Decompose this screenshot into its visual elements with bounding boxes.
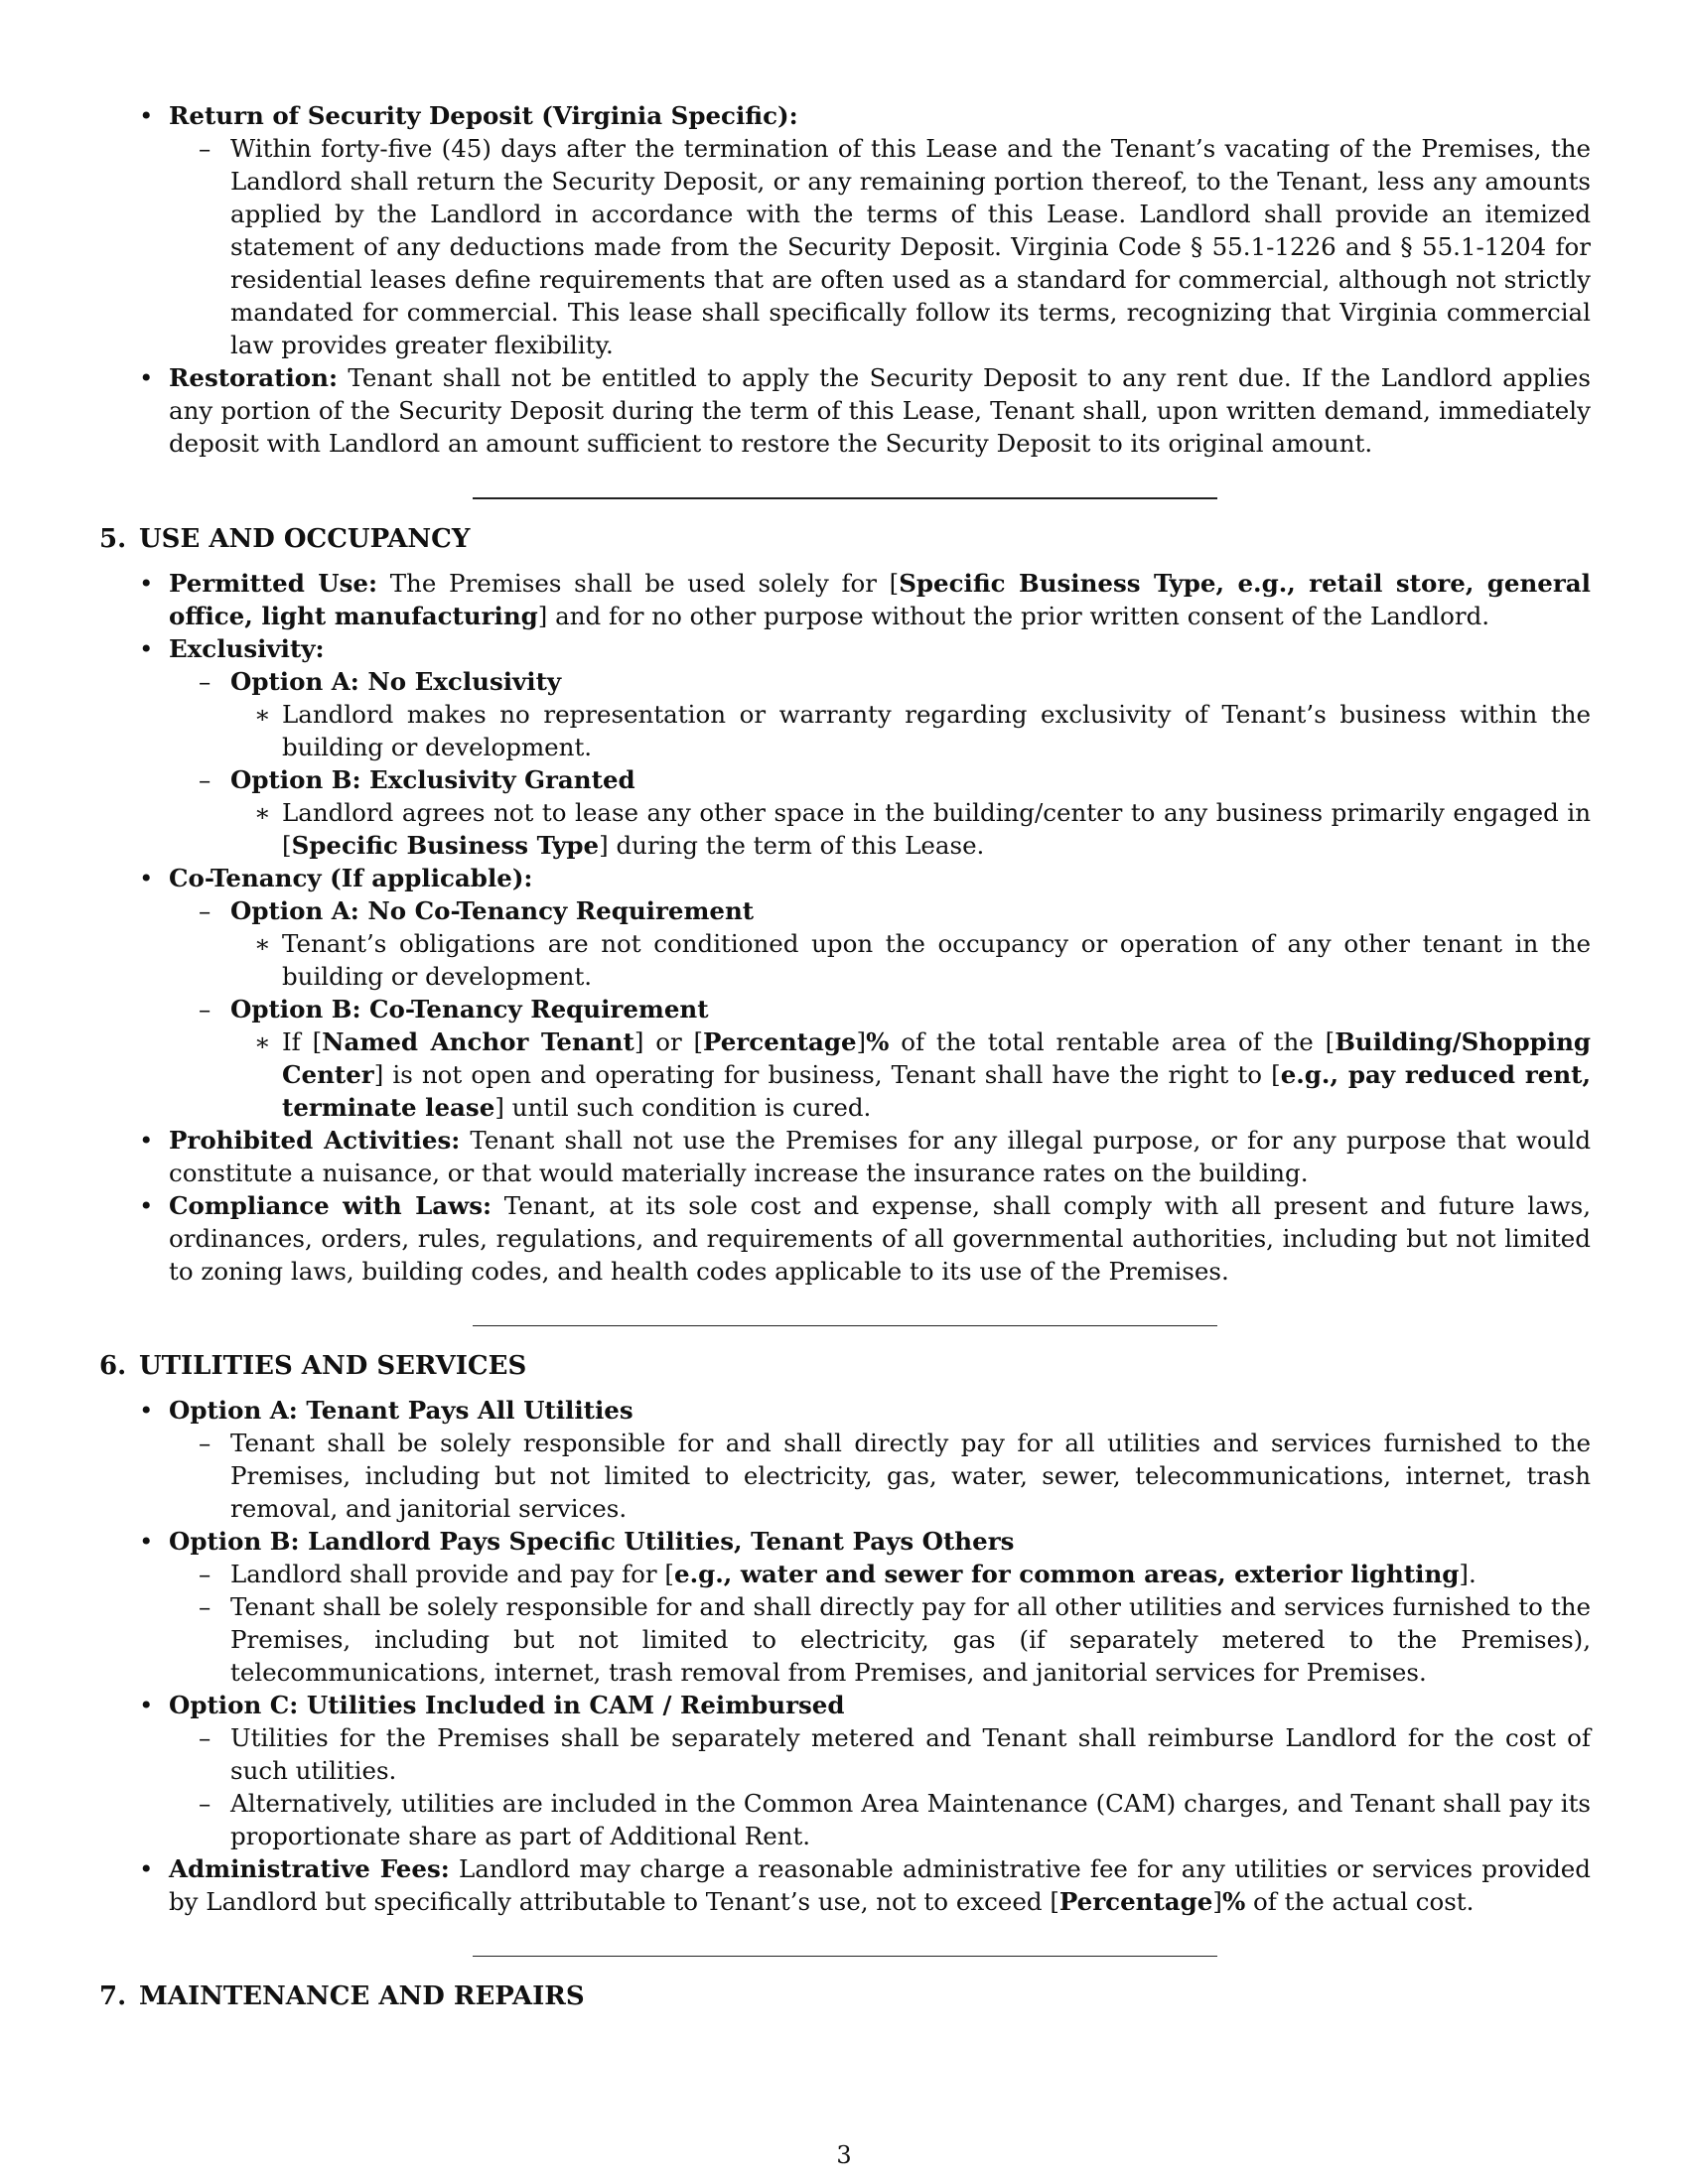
dash-icon: –: [199, 765, 211, 794]
list-item: – Option B: Co-Tenancy Requirement ∗ If [Named Anchor Tenant] or [Percentage]% of the total rentable area of the [Building/Shopping Center] is not open and operating for business, Tenant shall have the right to [e.g., pay reduced rent, terminate lease] until such condition is cured.: [199, 995, 1592, 1122]
list-item: ∗ Tenant’s obligations are not conditioned upon the occupancy or operation of any other tenant in the building or development.: [254, 929, 1591, 991]
dash-icon: –: [199, 995, 211, 1024]
dash-icon: –: [199, 134, 211, 163]
item-title: Restoration:: [169, 363, 339, 392]
bullet-icon: •: [139, 1191, 154, 1220]
list-item: – Tenant shall be solely responsible for and shall directly pay for all utilities and services furnished to the Premises, including but not limited to electricity, gas, water, sewer, telecommunications, internet, trash removal, and janitorial services.: [199, 1429, 1591, 1523]
list-item: – Option B: Exclusivity Granted ∗ Landlord agrees not to lease any other space in the building/center to any business primarily engaged in [Specific Business Type] during the term of this Lease.: [199, 765, 1591, 860]
section-heading: 7. MAINTENANCE AND REPAIRS: [99, 1981, 585, 2011]
dash-icon: –: [199, 667, 211, 696]
section-divider: [473, 1325, 1217, 1326]
list-item: • Option A: Tenant Pays All Utilities – Tenant shall be solely responsible for and shall directly pay for all utilities and services furnished to the Premises, including but not limited to electricity, gas, water, sewer, telecommunications, internet, trash removal, and janitorial services.: [139, 1396, 1591, 1523]
sublist: [230, 1025, 1591, 1124]
sublist: [169, 1427, 1591, 1525]
bullet-icon: •: [139, 1126, 154, 1155]
bullet-icon: •: [139, 1854, 154, 1883]
bullet-icon: •: [139, 1396, 154, 1425]
asterisk-icon: ∗: [254, 929, 271, 958]
list-item: – Alternatively, utilities are included in the Common Area Maintenance (CAM) charges, and Tenant shall pay its proportionate share as part of Additional Rent.: [199, 1789, 1591, 1850]
list-item: [99, 361, 1591, 460]
asterisk-icon: ∗: [254, 700, 271, 729]
sublist: [169, 1558, 1591, 1689]
list-item: • Permitted Use: The Premises shall be used solely for [Specific Business Type, e.g., retail store, general office, light manufacturing] and for no other purpose without the prior written consent of the Landlord.: [139, 569, 1591, 630]
item-title: Compliance with Laws:: [169, 1191, 492, 1220]
document-body: [99, 99, 1591, 2024]
page-number: 3: [836, 2141, 852, 2169]
bullet-icon: •: [139, 569, 154, 598]
sublist: [230, 796, 1591, 862]
section-divider: [473, 1956, 1217, 1957]
list-item: – Option A: No Exclusivity ∗ Landlord makes no representation or warranty regarding exclusivity of Tenant’s business within the building or development.: [199, 667, 1591, 761]
dash-icon: –: [199, 1789, 211, 1818]
list-item: • Prohibited Activities: Tenant shall not use the Premises for any illegal purpose, or for any purpose that would constitute a nuisance, or that would materially increase the insurance rates on the building.: [139, 1126, 1591, 1187]
bullet-icon: •: [139, 634, 154, 663]
sublist: [230, 698, 1591, 763]
list-item: [169, 132, 1591, 361]
list-item: • Compliance with Laws: Tenant, at its sole cost and expense, shall comply with all present and future laws, ordinances, orders, rules, regulations, and requirements of all governmental authorities, including but not limited to zoning laws, building codes, and health codes applicable to its use of the Premises.: [139, 1191, 1591, 1286]
item-text: Tenant shall not be entitled to apply the Security Deposit to any rent due. If the Landlord applies any portion of the Security Deposit during the term of this Lease, Tenant shall, upon written demand, immediately deposit with Landlord an amount sufficient to restore the Security Deposit to its original amount.: [169, 363, 1591, 458]
section-heading: 6. UTILITIES AND SERVICES: [99, 1351, 527, 1381]
bullet-icon: •: [139, 1691, 154, 1719]
bullet-icon: •: [139, 101, 154, 130]
asterisk-icon: ∗: [254, 1027, 271, 1056]
dash-icon: –: [199, 896, 211, 925]
use-occupancy-list: [99, 567, 1591, 1288]
dash-icon: –: [199, 1723, 211, 1752]
utilities-list: [99, 1394, 1591, 1918]
list-item: – Landlord shall provide and pay for [e.g., water and sewer for common areas, exterior lighting].: [199, 1560, 1477, 1588]
bullet-icon: •: [139, 1527, 154, 1556]
list-item: – Option A: No Co-Tenancy Requirement ∗ Tenant’s obligations are not conditioned upon the occupancy or operation of any other tenant in the building or development.: [199, 896, 1591, 991]
item-title: Return of Security Deposit (Virginia Specific):: [169, 101, 798, 130]
asterisk-icon: ∗: [254, 798, 271, 827]
item-title: Administrative Fees:: [169, 1854, 450, 1883]
sublist: [169, 132, 1591, 361]
dash-icon: –: [199, 1592, 211, 1621]
section-heading: 5. USE AND OCCUPANCY: [99, 524, 471, 554]
security-deposit-list: [99, 99, 1591, 460]
list-item: • Option C: Utilities Included in CAM / Reimbursed – Utilities for the Premises shall be separately metered and Tenant shall reimburse Landlord for the cost of such utilities. – Alternatively, utilities are included in the Common Area Maintenance (CAM) charges, and Tenant shall pay its proportionate share as part of Additional Rent.: [139, 1691, 1591, 1850]
list-item: [99, 862, 1591, 1124]
list-item: [99, 99, 1591, 361]
bullet-icon: •: [139, 864, 154, 892]
list-item: ∗ Landlord makes no representation or warranty regarding exclusivity of Tenant’s business within the building or development.: [254, 700, 1591, 761]
section-divider: [473, 497, 1217, 499]
sublist: [230, 927, 1591, 993]
list-item: – Tenant shall be solely responsible for and shall directly pay for all other utilities and services furnished to the Premises, including but not limited to electricity, gas (if separately metered to the Premises), telecommunications, internet, trash removal from Premises, and janitorial services for Premises.: [199, 1592, 1591, 1687]
list-item: ∗ Landlord agrees not to lease any other space in the building/center to any business primarily engaged in [Specific Business Type] during the term of this Lease.: [254, 798, 1591, 860]
dash-icon: –: [199, 1429, 211, 1457]
list-item: ∗ If [Named Anchor Tenant] or [Percentage]% of the total rentable area of the [Building/Shopping Center] is not open and operating for business, Tenant shall have the right to [e.g., pay reduced rent, terminate lease] until such condition is cured.: [254, 1027, 1592, 1122]
list-item: [99, 632, 1591, 862]
dash-icon: –: [199, 1560, 211, 1588]
sublist: [169, 665, 1591, 862]
item-text: Within forty-five (45) days after the termination of this Lease and the Tenant’s vacating of the Premises, the Landlord shall return the Security Deposit, or any remaining portion thereof, to the Tenant, less any amounts applied by the Landlord in accordance with the terms of this Lease. Landlord shall provide an itemized statement of any deductions made from the Security Deposit. Virginia Code § 55.1-1226 and § 55.1-1204 for residential leases define requirements that are often used as a standard for commercial, although not strictly mandated for commercial. This lease shall specifically follow its terms, recognizing that Virginia commercial law provides greater flexibility.: [230, 134, 1591, 359]
bullet-icon: •: [139, 363, 154, 392]
item-title: Exclusivity:: [169, 634, 325, 663]
item-title: Permitted Use:: [169, 569, 378, 598]
sublist: [169, 894, 1591, 1124]
item-title: Prohibited Activities:: [169, 1126, 461, 1155]
list-item: • Option B: Landlord Pays Specific Utilities, Tenant Pays Others – Landlord shall provide and pay for [e.g., water and sewer for common areas, exterior lighting]. – Tenant shall be solely responsible for and shall directly pay for all other utilities and services furnished to the Premises, including but not limited to electricity, gas (if separately metered to the Premises), telecommunications, internet, trash removal from Premises, and janitorial services for Premises.: [139, 1527, 1591, 1687]
list-item: – Utilities for the Premises shall be separately metered and Tenant shall reimburse Landlord for the cost of such utilities.: [199, 1723, 1591, 1785]
item-title: Co-Tenancy (If applicable):: [169, 864, 533, 892]
sublist: [169, 1721, 1591, 1852]
list-item: • Administrative Fees: Landlord may charge a reasonable administrative fee for any utilities or services provided by Landlord but specifically attributable to Tenant’s use, not to exceed [Percentage]% of the actual cost.: [139, 1854, 1591, 1916]
